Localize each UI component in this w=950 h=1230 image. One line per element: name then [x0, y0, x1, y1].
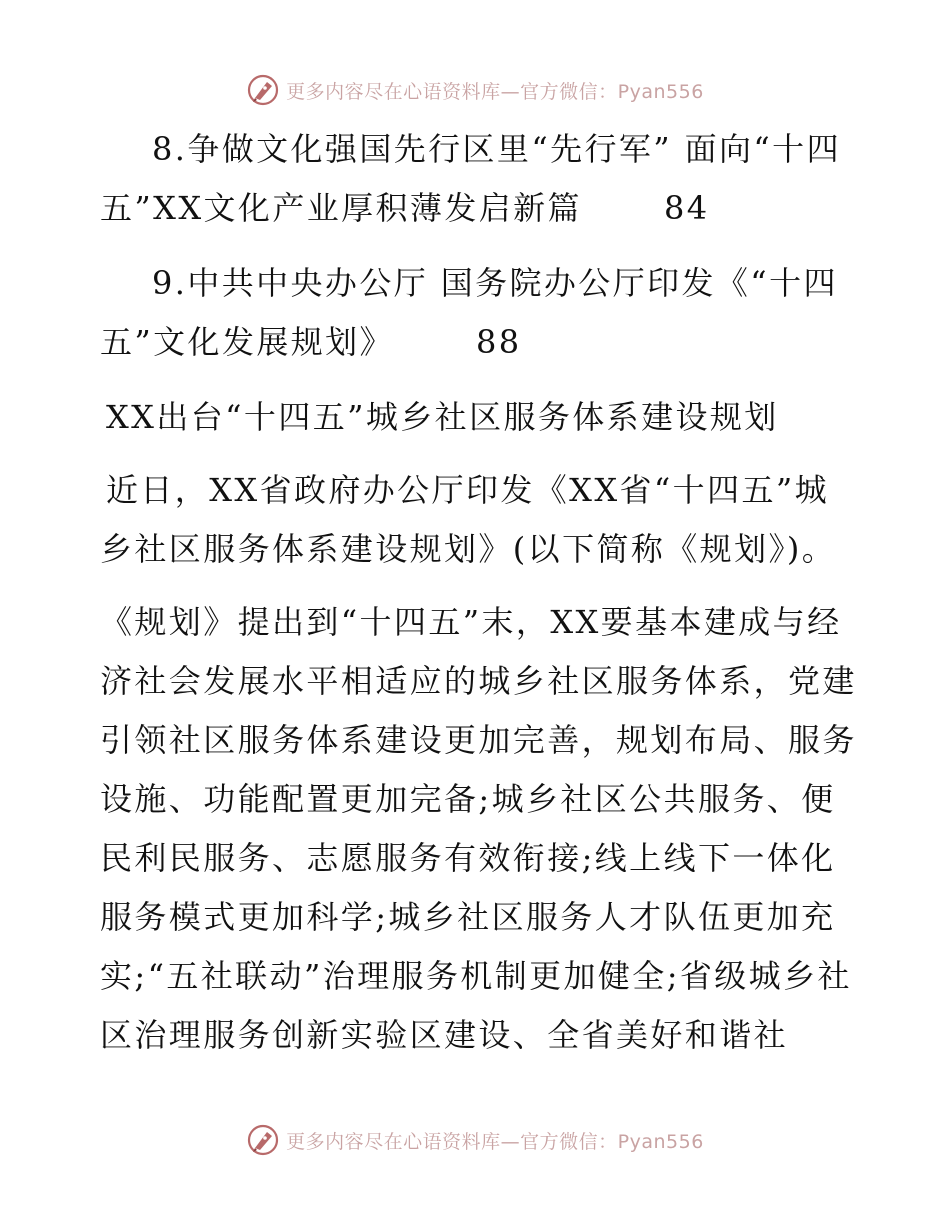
watermark-text: 更多内容尽在心语资料库—官方微信：Pyan556 — [286, 1130, 704, 1153]
toc-page-number: 84 — [663, 189, 710, 227]
toc-entry: 8.争做文化强国先行区里“先行军” 面向“十四五”XX文化产业厚积薄发启新篇 84 — [100, 120, 860, 238]
toc-page-number: 88 — [475, 323, 522, 361]
article-paragraph: 近日，XX省政府办公厅印发《XX省“十四五”城乡社区服务体系建设规划》(以下简称《规划》)。 — [100, 471, 837, 568]
document-body — [100, 120, 860, 1065]
watermark-text: 更多内容尽在心语资料库—官方微信：Pyan556 — [286, 80, 704, 103]
article-title: XX出台“十四五”城乡社区服务体系建设规划 — [106, 398, 779, 436]
pen-nib-logo-icon — [246, 73, 280, 107]
article-paragraph: 《规划》提出到“十四五”末，XX要基本建成与经济社会发展水平相适应的城乡社区服务体系，党建引领社区服务体系建设更加完善，规划布局、服务设施、功能配置更加完备;城乡社区公共服务、便民利民服务、志愿服务有效衔接;线上线下一体化服务模式更加科学;城乡社区服务人才队伍更加充实;“五社联动”治理服务机制更加健全;省级城乡社区治理服务创新实验区建设、全省美好和谐社 — [100, 603, 857, 1054]
toc-entry: 9.中共中央办公厅 国务院办公厅印发《“十四五”文化发展规划》 88 — [100, 254, 860, 372]
watermark-banner-top — [0, 70, 950, 110]
pen-nib-logo-icon — [246, 1123, 280, 1157]
watermark-banner-bottom — [0, 1120, 950, 1160]
